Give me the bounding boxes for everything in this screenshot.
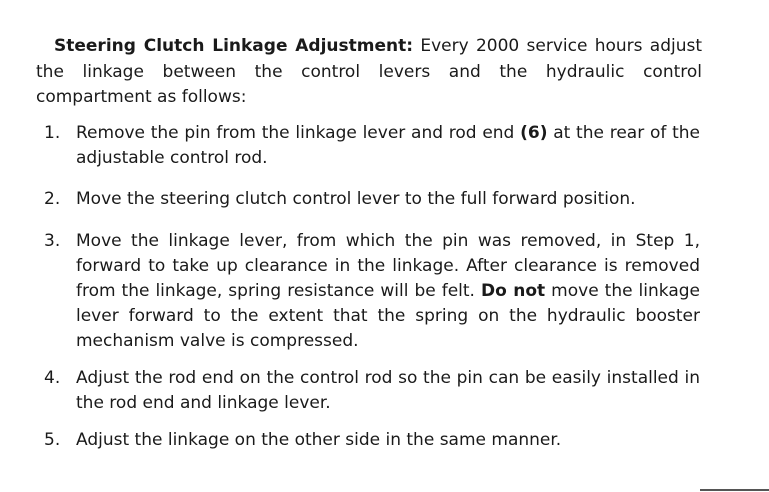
step-text-part: Move the linkage lever, from which the pin was removed, in Step 1, forward to take up clearance in the linkage. After clearance is removed from the linkage, spring resistance will be felt.	[76, 231, 700, 301]
step-text: Move the steering clutch control lever to the full forward position.	[76, 189, 636, 209]
intro-text: Every 2000 service hours adjust the linkage between the control levers and the hydraulic control compartment as follows:	[36, 36, 703, 107]
step-text	[76, 121, 700, 171]
step-number: 1.	[44, 123, 61, 143]
step-text-part: Remove the pin from the linkage lever and rod end	[76, 123, 521, 143]
step-text-part: move the linkage lever forward to the extent that the spring on the hydraulic booster mechanism valve is compressed.	[76, 281, 700, 351]
warning-emphasis: Do not	[480, 281, 546, 301]
step-number: 4.	[44, 368, 61, 388]
step-text	[76, 229, 700, 354]
step-number: 2.	[44, 189, 61, 209]
section-heading: Steering Clutch Linkage Adjustment:	[54, 36, 414, 56]
step-number: 5.	[44, 430, 61, 450]
step-text: Adjust the rod end on the control rod so the pin can be easily installed in the rod end and linkage lever.	[76, 368, 700, 413]
intro-paragraph	[36, 34, 702, 111]
step-text: Adjust the linkage on the other side in the same manner.	[76, 430, 562, 450]
step-number: 3.	[44, 231, 61, 251]
step-text-part: at the rear of the adjustable control rod.	[76, 123, 700, 168]
callout-number: (6)	[520, 123, 548, 143]
footer-rule	[700, 489, 769, 491]
